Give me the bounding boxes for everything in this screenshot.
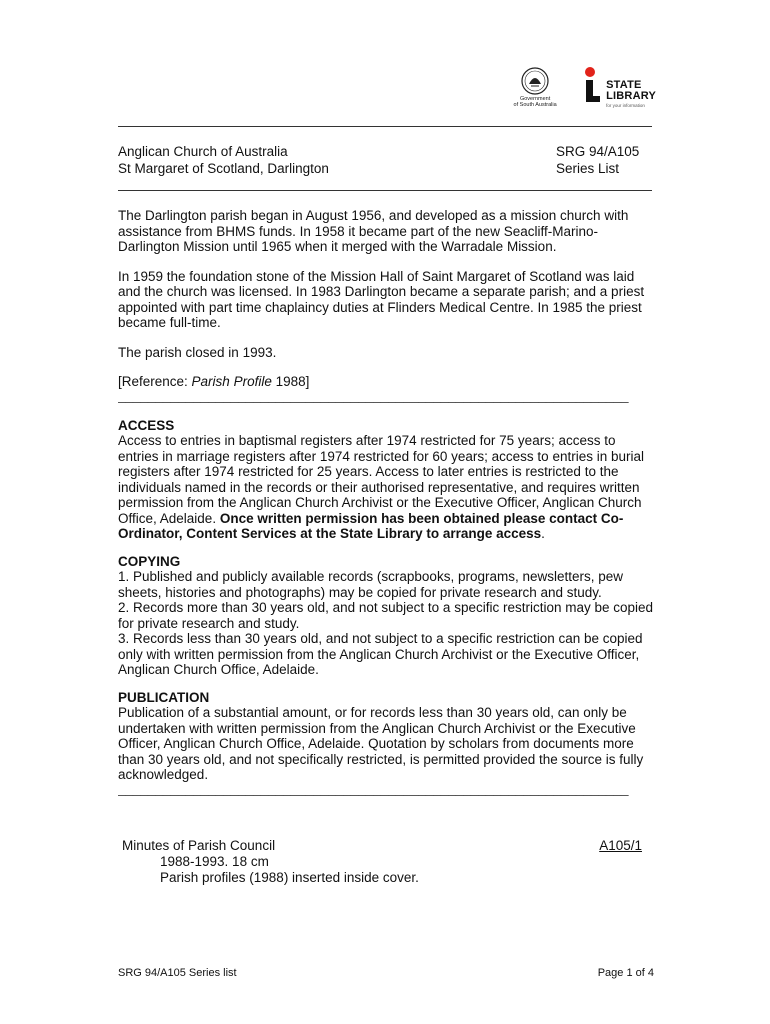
government-logo [504, 66, 566, 108]
footer-page-number: Page 1 of 4 [597, 967, 654, 979]
government-line1: Government [519, 96, 551, 102]
library-line1: STATE [606, 79, 642, 91]
series-code: SRG 94/A105 [556, 144, 640, 159]
item-title: Minutes of Parish Council [122, 838, 276, 853]
copying-item-1: 1. Published and publicly available records (scrapbooks, programs, newsletters, pew sheets, histories and photographs) may be copied for private research and study. [118, 569, 624, 600]
header-rule-bottom [118, 190, 652, 191]
reference-suffix: 1988] [271, 374, 310, 389]
access-body: Access to entries in baptismal registers after 1974 restricted for 75 years; access to entries in marriage registers after 1974 restricted for 60 years; access to entries in burial registers after 1974 restricted for 25 years. Access to later entries is restricted to the individuals named in the records or their authorised representative, and requires written permission from the Anglican Church Archivist or the Executive Officer, Anglican Church Office, Adelaide. [118, 433, 644, 526]
parish-name: St Margaret of Scotland, Darlington [118, 160, 329, 176]
header-left [118, 144, 329, 177]
copying-item-3: 3. Records less than 30 years old, and not subject to a specific restriction can be copied only with written permission from the Anglican Church Archivist or the Executive Officer, Anglican Church Office, Adelaide. [118, 631, 643, 677]
header-right [556, 144, 639, 177]
state-library-logo [582, 66, 656, 109]
crest-icon [520, 66, 550, 96]
item-reference: A105/1 [599, 838, 642, 853]
intro-paragraph-2: In 1959 the foundation stone of the Mission Hall of Saint Margaret of Scotland was laid and the church was licensed. In 1983 Darlington became a separate parish; and a priest appointed with part time chaplaincy duties at Flinders Medical Centre. In 1985 the priest became full-time. [118, 268, 645, 330]
access-end: . [541, 526, 545, 541]
intro-paragraph-3: The parish closed in 1993. [118, 344, 277, 360]
access-bold-notice: Once written permission has been obtained please contact Co-Ordinator, Content Services at the State Library to arrange access [118, 510, 624, 541]
publication-text: Publication of a substantial amount, or for records less than 30 years old, can only be undertaken with written permission from the Anglican Church Archivist or the Executive Officer, Anglican Church Office, Adelaide. Quotation by scholars from documents more than 30 years old, and not specifically restricted, is permitted provided the source is fully acknowledged. [118, 705, 644, 782]
document-body [118, 208, 658, 799]
reference-prefix: [Reference: [118, 374, 192, 389]
publication-heading: PUBLICATION [118, 689, 210, 705]
reference-title: Parish Profile [191, 374, 272, 389]
copying-heading: COPYING [118, 553, 181, 569]
item-dates: 1988-1993. 18 cm [160, 854, 269, 869]
separator-line-2: ____________________________________________________________________ [118, 782, 629, 796]
government-line2: of South Australia [513, 102, 557, 108]
access-heading: ACCESS [118, 417, 175, 433]
header-rule-top [118, 126, 652, 127]
reference-line [118, 374, 658, 390]
footer-series-label: SRG 94/A105 Series list [118, 967, 237, 979]
series-type: Series List [556, 160, 620, 176]
copying-item-2: 2. Records more than 30 years old, and not subject to a specific restriction may be copied for private research and study. [118, 600, 654, 631]
access-text [118, 433, 658, 542]
header-logos [504, 66, 656, 116]
org-name: Anglican Church of Australia [118, 144, 288, 159]
item-note: Parish profiles (1988) inserted inside cover. [160, 870, 419, 885]
library-line2: LIBRARY [606, 90, 656, 102]
separator-line: ____________________________________________________________________ [118, 389, 629, 403]
intro-paragraph-1: The Darlington parish began in August 1956, and developed as a mission church with assistance from BHMS funds. In 1958 it became part of the new Seacliff-Marino-Darlington Mission until 1965 when it merged with the Warradale Mission. [118, 208, 629, 254]
library-tagline: for your information [606, 103, 645, 108]
library-i-icon [582, 66, 602, 106]
